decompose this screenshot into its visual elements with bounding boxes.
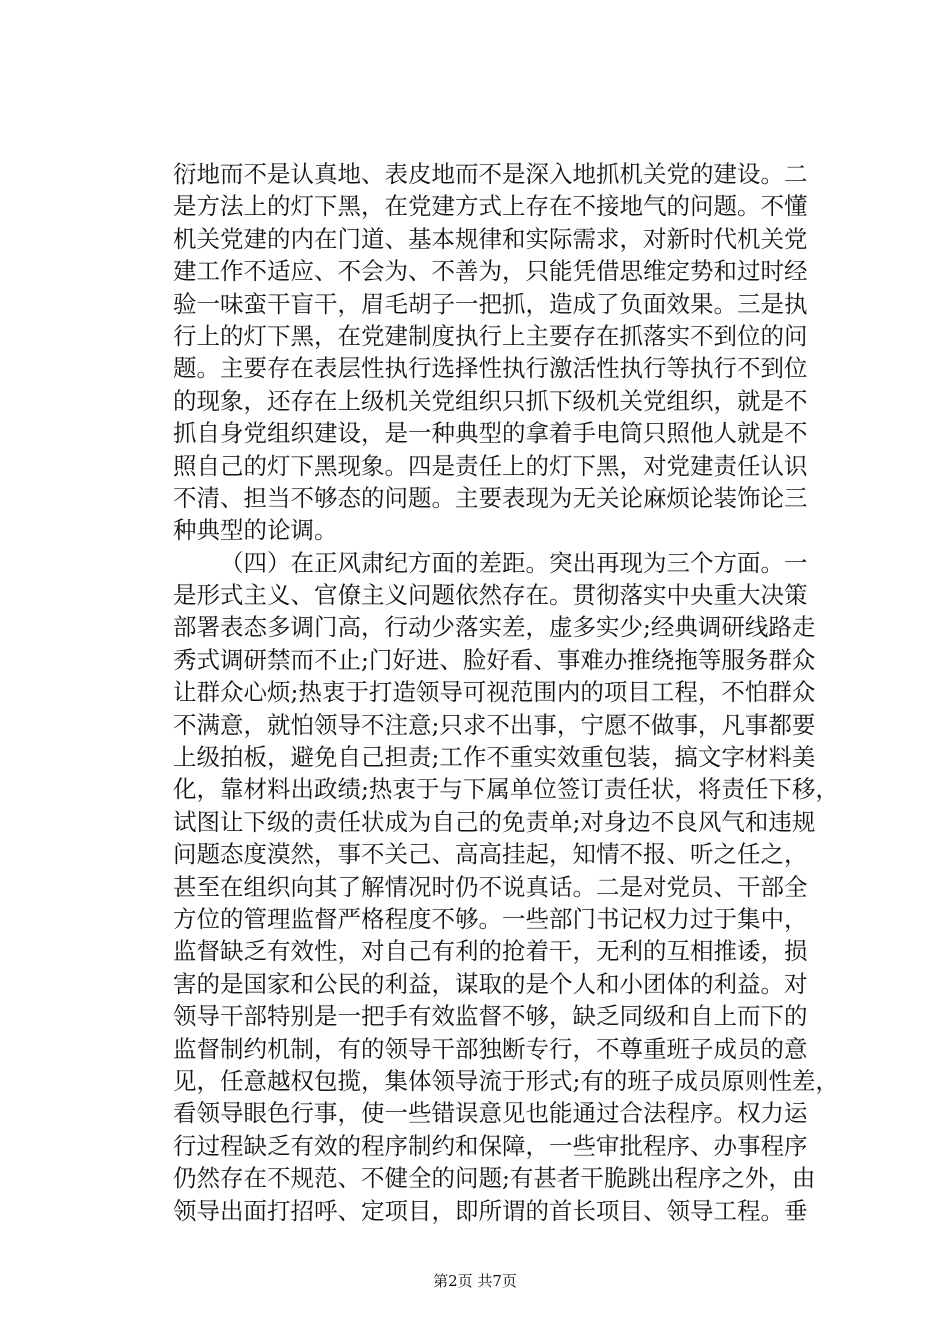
text-line: 不满意，就怕领导不注意;只求不出事，宁愿不做事，凡事都要 [173,710,816,739]
page-number-footer: 第2页 共7页 [433,1272,517,1290]
document-body [173,158,839,1227]
text-line: 秀式调研禁而不止;门好进、脸好看、事难办推绕拖等服务群众 [173,645,816,674]
text-line: 方位的管理监督严格程度不够。一些部门书记权力过于集中， [173,904,808,933]
text-line: 不清、担当不够态的问题。主要表现为无关论麻烦论装饰论三 [173,483,808,512]
text-line: 仍然存在不规范、不健全的问题;有甚者干脆跳出程序之外，由 [173,1164,816,1193]
text-line: 抓自身党组织建设，是一种典型的拿着手电筒只照他人就是不 [173,419,808,448]
text-line: 机关党建的内在门道、基本规律和实际需求，对新时代机关党 [173,224,808,253]
text-line: 领导干部特别是一把手有效监督不够，缺乏同级和自上而下的 [173,1002,808,1031]
text-line: 化，靠材料出政绩;热衷于与下属单位签订责任状，将责任下移， [173,775,839,804]
text-line: 是方法上的灯下黑，在党建方式上存在不接地气的问题。不懂 [173,192,808,221]
text-line: 照自己的灯下黑现象。四是责任上的灯下黑，对党建责任认识 [173,451,808,480]
text-line: 监督缺乏有效性，对自己有利的抢着干，无利的互相推诿，损 [173,937,808,966]
text-line: 验一味蛮干盲干，眉毛胡子一把抓，造成了负面效果。三是执 [173,289,808,318]
text-line: 是形式主义、官僚主义问题依然存在。贯彻落实中央重大决策 [173,581,808,610]
text-line: 看领导眼色行事，使一些错误意见也能通过合法程序。权力运 [173,1099,808,1128]
text-line: 甚至在组织向其了解情况时仍不说真话。二是对党员、干部全 [173,872,808,901]
text-line: 害的是国家和公民的利益，谋取的是个人和小团体的利益。对 [173,969,808,998]
text-line: 问题态度漠然，事不关己、高高挂起，知情不报、听之任之， [173,840,808,869]
text-line: 行过程缺乏有效的程序制约和保障，一些审批程序、办事程序 [173,1131,808,1160]
text-line: 见，任意越权包揽，集体领导流于形式;有的班子成员原则性差， [173,1066,839,1095]
text-line: 的现象，还存在上级机关党组织只抓下级机关党组织，就是不 [173,386,808,415]
text-line: 试图让下级的责任状成为自己的免责单;对身边不良风气和违规 [173,807,816,836]
text-line: 建工作不适应、不会为、不善为，只能凭借思维定势和过时经 [173,257,808,286]
text-line: 题。主要存在表层性执行选择性执行激活性执行等执行不到位 [173,354,808,383]
text-line: 部署表态多调门高，行动少落实差，虚多实少;经典调研线路走 [173,613,816,642]
text-line: 让群众心烦;热衷于打造领导可视范围内的项目工程，不怕群众 [173,678,816,707]
text-line: 监督制约机制，有的领导干部独断专行，不尊重班子成员的意 [173,1034,808,1063]
text-line: 衍地而不是认真地、表皮地而不是深入地抓机关党的建设。二 [173,160,808,188]
text-line: 上级拍板，避免自己担责;工作不重实效重包装，搞文字材料美 [173,743,816,772]
paragraph-start-line: （四）在正风肃纪方面的差距。突出再现为三个方面。一 [220,548,808,577]
text-line: 行上的灯下黑，在党建制度执行上主要存在抓落实不到位的问 [173,321,808,350]
text-line: 领导出面打招呼、定项目，即所谓的首长项目、领导工程。垂 [173,1196,808,1225]
text-line: 种典型的论调。 [173,516,338,545]
